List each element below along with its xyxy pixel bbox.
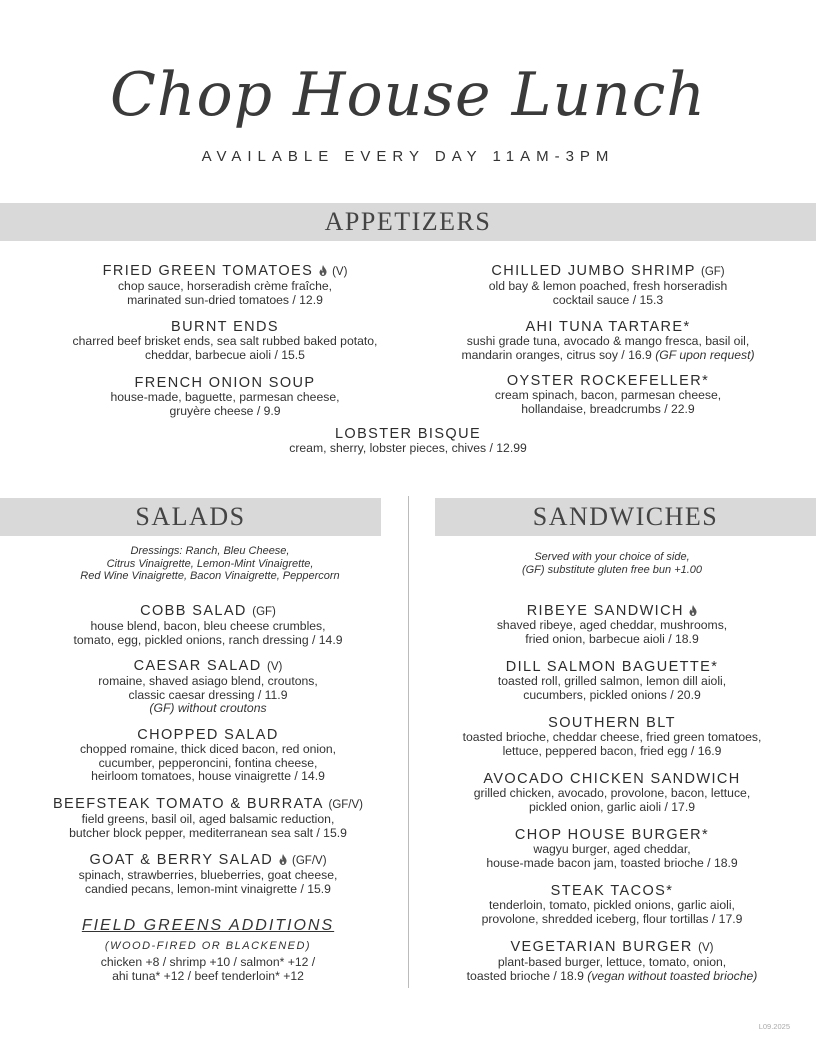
item-description: house-made bacon jam, toasted brioche / 18.9 xyxy=(486,855,738,870)
item-description: house blend, bacon, bleu cheese crumbles, xyxy=(90,619,326,633)
item-description: cocktail sauce / 15.3 xyxy=(552,292,664,307)
item-name: CHOPPED SALAD xyxy=(137,727,279,743)
menu-item xyxy=(0,658,416,716)
item-description: cucumbers, pickled onions / 20.9 xyxy=(523,687,701,702)
item-description: hollandaise, breadcrumbs / 22.9 xyxy=(521,401,695,416)
item-description: plant-based burger, lettuce, tomato, onion, xyxy=(497,955,727,969)
menu-item xyxy=(402,263,814,307)
flame-icon xyxy=(279,854,287,865)
item-note: (GF upon request) xyxy=(655,347,755,362)
item-description: sushi grade tuna, avocado & mango fresca, basil oil, xyxy=(466,334,750,348)
sandwiches-side-note: Served with your choice of side, (GF) substitute gluten free bun +1.00 xyxy=(521,551,703,576)
appetizers-title: APPETIZERS xyxy=(324,207,492,236)
item-description: marinated sun-dried tomatoes / 12.9 xyxy=(127,292,323,307)
item-description: tenderloin, tomato, pickled onions, garlic aioli, xyxy=(489,898,735,912)
item-name: CAESAR SALAD (V) xyxy=(133,658,283,674)
menu-item xyxy=(0,727,416,784)
salads-dressings-note: Dressings: Ranch, Bleu Cheese, Citrus Vinaigrette, Lemon-Mint Vinaigrette, Red Wine Vinaigrette, Bacon Vinaigrette, Peppercorn xyxy=(80,545,340,582)
menu-item xyxy=(402,373,814,416)
item-description: pickled onion, garlic aioli / 17.9 xyxy=(529,799,695,814)
item-tag: (GF) xyxy=(700,266,725,278)
item-name: FRIED GREEN TOMATOES (V) xyxy=(102,263,348,279)
item-name: BURNT ENDS xyxy=(171,319,279,335)
item-name: RIBEYE SANDWICH xyxy=(412,603,812,619)
item-description: chop sauce, horseradish crème fraîche, xyxy=(117,279,333,293)
item-note: (GF) without croutons xyxy=(149,701,267,715)
item-tag: (V) xyxy=(698,942,714,954)
item-description: cream spinach, bacon, parmesan cheese, xyxy=(494,388,722,402)
item-description: heirloom tomatoes, house vinaigrette / 14.9 xyxy=(91,769,325,783)
item-description: old bay & lemon poached, fresh horseradish xyxy=(488,279,728,293)
menu-item xyxy=(412,883,812,926)
item-description: candied pecans, lemon-mint vinaigrette / 15.9 xyxy=(85,881,331,896)
item-tag: (GF/V) xyxy=(292,855,327,867)
menu-item xyxy=(10,375,440,418)
item-description: lettuce, peppered bacon, fried egg / 16.9 xyxy=(502,743,722,758)
item-tag: (V) xyxy=(267,661,283,673)
item-description: toasted brioche / 18.9 (vegan without toasted brioche) xyxy=(466,968,758,983)
item-description: field greens, basil oil, aged balsamic reduction, xyxy=(81,812,335,826)
item-note: (vegan without toasted brioche) xyxy=(587,968,758,983)
footer-code: L09.2025 xyxy=(758,1022,790,1031)
item-description: provolone, shredded iceberg, flour tortillas / 17.9 xyxy=(481,911,743,926)
menu-item xyxy=(412,659,812,702)
item-name: SOUTHERN BLT xyxy=(548,715,676,731)
menu-item xyxy=(412,939,812,983)
item-name: STEAK TACOS* xyxy=(550,883,674,899)
salads-header xyxy=(0,498,381,536)
item-name: AHI TUNA TARTARE* xyxy=(525,319,691,335)
menu-item xyxy=(412,827,812,870)
field-greens-additions-subtitle: (WOOD-FIRED OR BLACKENED) xyxy=(104,940,312,952)
item-name: AVOCADO CHICKEN SANDWICH xyxy=(483,771,741,787)
item-description: wagyu burger, aged cheddar, xyxy=(533,842,691,856)
item-name: BEEFSTEAK TOMATO & BURRATA (GF/V) xyxy=(52,796,363,812)
menu-item xyxy=(0,603,416,647)
flame-icon xyxy=(689,605,697,616)
item-description: cream, sherry, lobster pieces, chives / 12.99 xyxy=(289,441,527,455)
item-description: butcher block pepper, mediterranean sea salt / 15.9 xyxy=(69,825,347,840)
item-tag: (GF/V) xyxy=(328,799,363,811)
menu-item xyxy=(10,319,440,362)
field-greens-additions-list: chicken +8 / shrimp +10 / salmon* +12 / ahi tuna* +12 / beef tenderloin* +12 xyxy=(100,955,316,983)
item-description: classic caesar dressing / 11.9 xyxy=(128,687,288,702)
item-name: FRENCH ONION SOUP xyxy=(134,375,316,391)
menu-item xyxy=(10,263,440,307)
menu-item xyxy=(412,771,812,814)
item-description: toasted brioche, cheddar cheese, fried green tomatoes, xyxy=(462,730,762,744)
menu-item xyxy=(200,426,616,456)
item-description: cucumber, pepperoncini, fontina cheese, xyxy=(98,755,318,770)
field-greens-additions-title: FIELD GREENS ADDITIONS xyxy=(81,917,335,934)
item-description: house-made, baguette, parmesan cheese, xyxy=(110,390,340,404)
menu-title: Chop House Lunch xyxy=(110,60,706,130)
item-description: chopped romaine, thick diced bacon, red onion, xyxy=(79,742,337,756)
item-description: charred beef brisket ends, sea salt rubbed baked potato, xyxy=(72,334,378,348)
item-description: cheddar, barbecue aioli / 15.5 xyxy=(145,347,305,362)
item-name: COBB SALAD (GF) xyxy=(140,603,276,619)
appetizers-header xyxy=(0,203,816,241)
item-description: tomato, egg, pickled onions, ranch dressing / 14.9 xyxy=(73,632,343,647)
menu-subtitle: AVAILABLE EVERY DAY 11AM-3PM xyxy=(201,148,615,165)
item-name: GOAT & BERRY SALAD (GF/V) xyxy=(89,852,327,868)
item-description: mandarin oranges, citrus soy / 16.9 (GF upon request) xyxy=(461,347,755,362)
item-description: toasted roll, grilled salmon, lemon dill aioli, xyxy=(497,674,727,688)
item-name: VEGETARIAN BURGER (V) xyxy=(510,939,714,955)
item-description: fried onion, barbecue aioli / 18.9 xyxy=(525,631,699,646)
menu-item xyxy=(0,796,416,840)
menu-item xyxy=(412,603,812,646)
item-name: OYSTER ROCKEFELLER* xyxy=(506,373,710,389)
item-description: spinach, strawberries, blueberries, goat cheese, xyxy=(78,868,338,882)
salads-title: SALADS xyxy=(135,502,246,531)
item-description: grilled chicken, avocado, provolone, bacon, lettuce, xyxy=(473,786,751,800)
item-tag: (GF) xyxy=(252,606,276,618)
sandwiches-title: SANDWICHES xyxy=(532,502,719,531)
sandwiches-header xyxy=(435,498,816,536)
flame-icon xyxy=(319,265,327,276)
item-tag: (V) xyxy=(332,266,348,278)
item-description: shaved ribeye, aged cheddar, mushrooms, xyxy=(496,618,728,632)
item-description: gruyère cheese / 9.9 xyxy=(169,403,281,418)
item-description: romaine, shaved asiago blend, croutons, xyxy=(98,674,318,688)
item-name: CHOP HOUSE BURGER* xyxy=(514,827,710,843)
item-name: LOBSTER BISQUE xyxy=(334,426,482,442)
menu-item xyxy=(0,852,416,896)
menu-item xyxy=(402,715,816,758)
menu-item xyxy=(402,319,814,362)
item-name: CHILLED JUMBO SHRIMP (GF) xyxy=(491,263,725,279)
item-name: DILL SALMON BAGUETTE* xyxy=(505,659,719,675)
